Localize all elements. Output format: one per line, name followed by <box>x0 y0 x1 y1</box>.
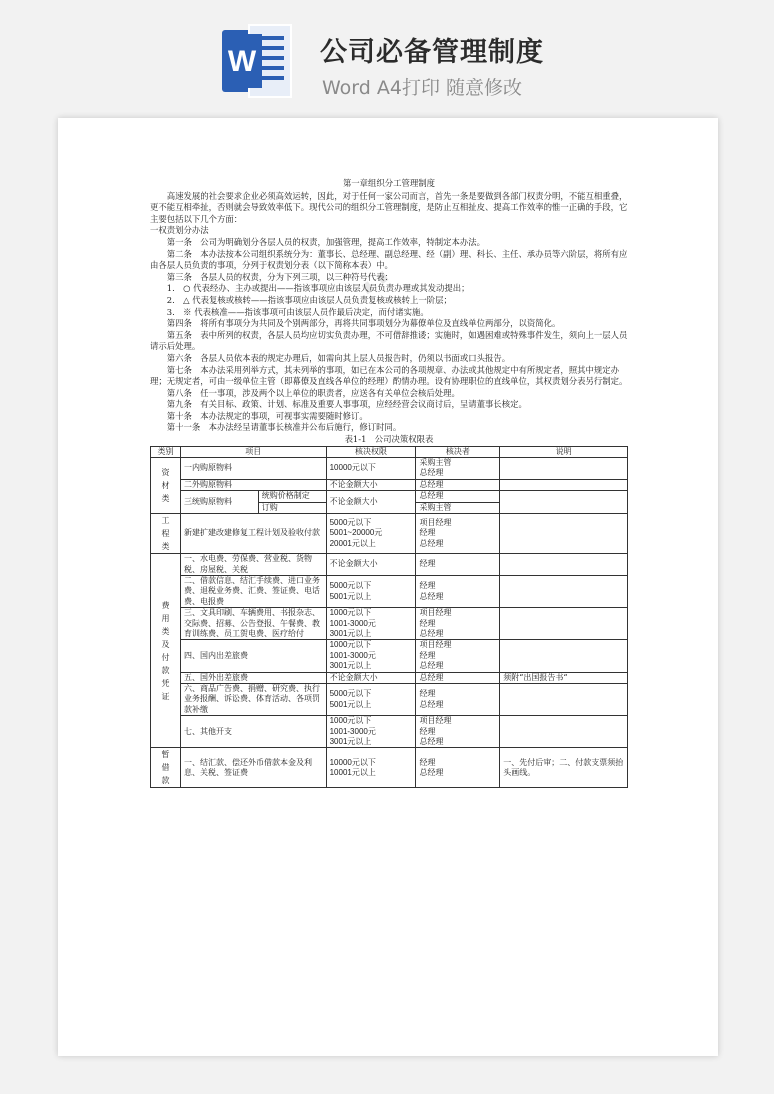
category-expense: 费用类及付款凭证 <box>161 600 170 701</box>
table-row <box>151 748 628 788</box>
header-item: 项目 <box>180 446 326 457</box>
chapter-title: 第一章组织分工管理制度 <box>342 178 436 188</box>
symbol-item-1: 1. ○ 代表经办、主办或提出——指该事项应由该层人员负责办理或其发动提出； <box>166 283 470 294</box>
cell-decider: 总经理 <box>416 479 500 490</box>
cell-decider: 采购主管 <box>416 502 500 513</box>
article-8: 第八条 任一事项，涉及两个以上单位的职责者，应送各有关单位会核后处理。 <box>166 387 460 398</box>
article-3: 第三条 各层人员的权责，分为下列三项，以三种符号代表： <box>166 271 393 282</box>
document-page <box>58 118 718 1056</box>
page-title: 公司必备管理制度 <box>320 37 544 68</box>
article-6: 第六条 各层人员依本表的规定办理后，如需向其上层人员报告时，仍须以书面或口头报告。 <box>166 352 511 363</box>
cell-item: 二、借款信息、结汇手续费、进口业务费、退税业务费、汇费、签证费、电话费、电报费 <box>180 575 326 607</box>
cell-decider: 采购主管 总经理 <box>416 458 500 480</box>
cell-decider: 经理 <box>416 554 500 576</box>
cell-decider: 总经理 <box>416 491 500 502</box>
cell-limit: 1000元以下 1001-3000元 3001元以上 <box>326 608 416 640</box>
cell-decider: 经理 总经理 <box>416 575 500 607</box>
cell-limit: 不论金额大小 <box>326 479 416 490</box>
cell-item: 新建扩建改建修复工程计划及验收付款 <box>180 514 326 554</box>
table-row <box>151 575 628 607</box>
watermark: ∎∎ <box>354 259 398 302</box>
cell-item: 三统购原物料 <box>180 491 258 514</box>
cell-item: 七、其他开支 <box>180 716 326 748</box>
cell-limit: 5000元以下 5001元以上 <box>326 575 416 607</box>
section-heading: 一权责划分办法 <box>150 225 209 236</box>
header-limit: 核决权限 <box>326 446 416 457</box>
cell-item: 六、商品广告费、捐赠、研究费、执行业务报酬、诉讼费、体育活动、各项罚款补缴 <box>180 683 326 715</box>
table-row <box>151 514 628 554</box>
table-header-row <box>151 446 628 457</box>
table-row <box>151 608 628 640</box>
cell-item: 一、水电费、劳保费、营业税、货物税、房屋税、关税 <box>180 554 326 576</box>
intro-paragraph: 高速发展的社会要求企业必须高效运转，因此，对于任何一家公司而言，首先一条是要做到各部门权责分明，不能互相重叠，更不能互相牵扯，否则就会导致效率低下。现代公司的组织分工管理制度，是防止互相扯皮、提高工作效率的惟一正确的手段，它主要包括以下几个方面： <box>150 190 628 224</box>
cell-item: 三、文具印刷、车辆费用、书报杂志、交际费、招募、公告登报、午餐费、教育训练费、员工贺电费、医疗给付 <box>180 608 326 640</box>
symbol-item-2: 2. △ 代表复核或核转——指该事项应由该层人员负责复核或核转上一阶层； <box>166 294 452 305</box>
cell-decider: 项目经理 经理 总经理 <box>416 514 500 554</box>
cell-limit: 不论金额大小 <box>326 672 416 683</box>
cell-limit: 1000元以下 1001-3000元 3001元以上 <box>326 640 416 672</box>
cell-note <box>500 683 628 715</box>
table-row <box>151 672 628 683</box>
cell-item: 二外购原物料 <box>180 479 326 490</box>
cell-subitem: 订购 <box>258 502 326 513</box>
cell-limit: 5000元以下 5001元以上 <box>326 683 416 715</box>
cell-decider: 项目经理 经理 总经理 <box>416 640 500 672</box>
cell-limit: 不论金额大小 <box>326 491 416 514</box>
cell-item: 一、结汇款、偿还外币借款本金及利息、关税、签证费 <box>180 748 326 788</box>
word-document-icon <box>222 24 292 98</box>
article-10: 第十条 本办法规定的事项，可视事实需要随时修订。 <box>166 410 368 421</box>
symbol-item-3: 3. ※ 代表核准——指该事项可由该层人员作最后决定，而付诸实施。 <box>166 306 429 317</box>
table-row <box>151 458 628 480</box>
article-4: 第四条 将所有事项分为共同及个别两部分，再将共同事项划分为幕僚单位及直线单位两部分，以资简化。 <box>166 318 561 329</box>
cell-item: 四、国内出差旅费 <box>180 640 326 672</box>
header-category: 类别 <box>151 446 181 457</box>
document-body <box>150 178 628 788</box>
cell-decider: 经理 总经理 <box>416 748 500 788</box>
category-loan: 暂借款 <box>161 750 170 786</box>
article-9: 第九条 有关目标、政策、计划、标准及重要人事事项，应经经营会议商讨后，呈请董事长核定。 <box>166 399 527 410</box>
cell-note <box>500 458 628 480</box>
cell-limit: 1000元以下 1001-3000元 3001元以上 <box>326 716 416 748</box>
cell-note <box>500 554 628 576</box>
cell-note <box>500 575 628 607</box>
category-engineering: 工程类 <box>161 516 170 552</box>
cell-note <box>500 608 628 640</box>
cell-decider: 项目经理 经理 总经理 <box>416 716 500 748</box>
cell-limit: 10000元以下 <box>326 458 416 480</box>
cell-decider: 总经理 <box>416 672 500 683</box>
article-1: 第一条 公司为明确划分各层人员的权责，加强管理，提高工作效率，特制定本办法。 <box>166 236 486 247</box>
cell-limit: 10000元以下 10001元以上 <box>326 748 416 788</box>
table-row <box>151 554 628 576</box>
article-5: 第五条 表中所列的权责，各层人员均应切实负责办理，不可借辞推诿；实施时，如遇困难或特殊事件发生，须向上一层人员请示后处理。 <box>150 329 628 352</box>
table-row <box>151 491 628 502</box>
cell-item: 一内购原物料 <box>180 458 326 480</box>
article-2: 第二条 本办法按本公司组织系统分为：董事长、总经理、副总经理、经（副）理、科长、主任、承办员等六阶层，将所有应由各层人员负责的事项，分列于权责划分表（以下简称本表）中。 <box>150 248 628 271</box>
article-7: 第七条 本办法采用列举方式，其未列举的事项，如已在本公司的各项规章、办法或其他规定中有所规定者，照其中规定办理；无规定者，可由一级单位主管（即幕僚及直线各单位的经理）酌情办理。设有协理职位的直线单位，其权责划分表另行制定。 <box>150 364 628 387</box>
cell-note <box>500 640 628 672</box>
table-caption: 表1-1 公司决策权限表 <box>344 434 434 445</box>
header-decider: 核决者 <box>416 446 500 457</box>
cell-note <box>500 491 628 514</box>
category-materials: 资材类 <box>161 468 170 504</box>
cell-note <box>500 479 628 490</box>
cell-note: 须附“出国报告书“ <box>500 672 628 683</box>
cell-note: 一、先付后审；二、付款支票须抬头画线。 <box>500 748 628 788</box>
authority-table <box>150 446 628 789</box>
header-note: 说明 <box>500 446 628 457</box>
cell-decider: 项目经理 经理 总经理 <box>416 608 500 640</box>
table-row <box>151 640 628 672</box>
table-row <box>151 683 628 715</box>
table-row <box>151 716 628 748</box>
article-11: 第十一条 本办法经呈请董事长核准并公布后施行，修订时同。 <box>166 422 402 433</box>
header <box>0 0 774 118</box>
cell-note <box>500 716 628 748</box>
cell-limit: 5000元以下 5001~20000元 20001元以上 <box>326 514 416 554</box>
cell-limit: 不论金额大小 <box>326 554 416 576</box>
cell-decider: 经理 总经理 <box>416 683 500 715</box>
cell-item: 五、国外出差旅费 <box>180 672 326 683</box>
table-row <box>151 479 628 490</box>
page-subtitle: Word A4打印 随意修改 <box>322 77 523 99</box>
cell-note <box>500 514 628 554</box>
cell-subitem: 统购价格制定 <box>258 491 326 502</box>
logo-letter: W <box>227 45 257 78</box>
